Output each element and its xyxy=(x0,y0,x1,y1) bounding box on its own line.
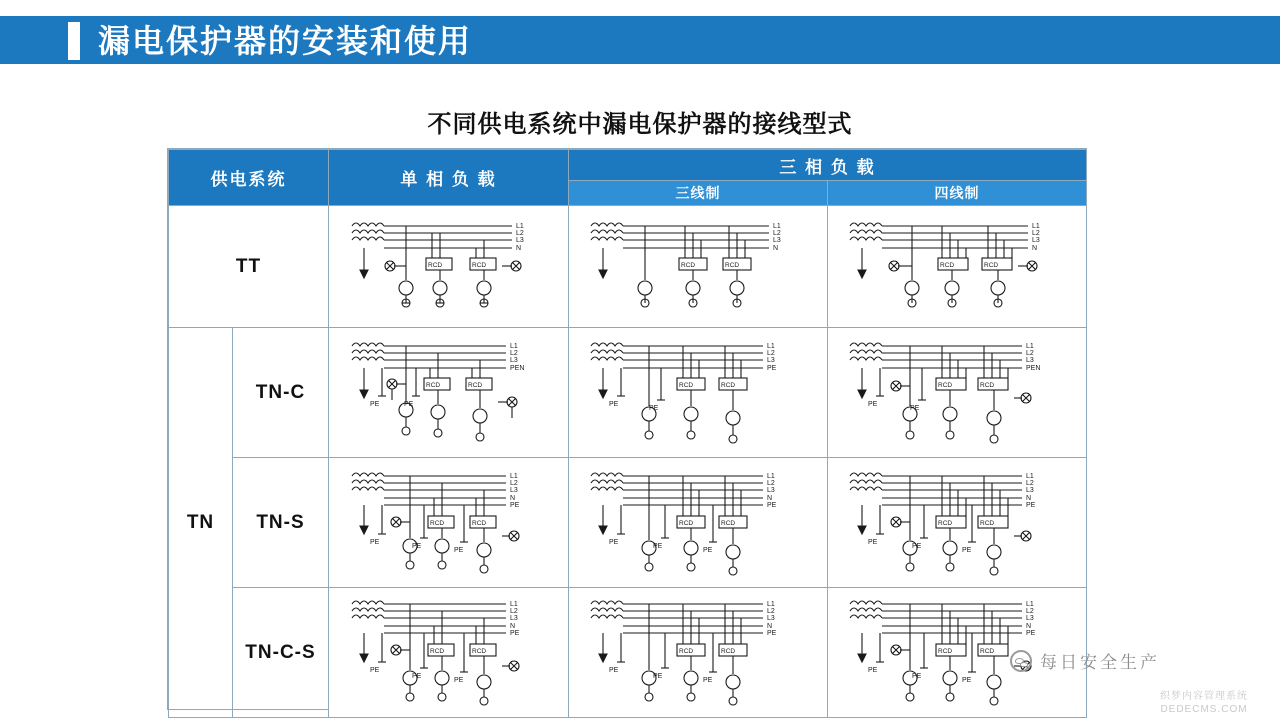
svg-text:L2: L2 xyxy=(1032,229,1040,237)
svg-text:L3: L3 xyxy=(1026,614,1034,622)
svg-text:N: N xyxy=(1032,244,1038,252)
diagram-tt-three-wire xyxy=(569,206,828,328)
svg-text:RCD: RCD xyxy=(980,519,995,527)
row-label-tt: TT xyxy=(169,206,329,328)
svg-text:PE: PE xyxy=(453,546,463,554)
svg-text:PE: PE xyxy=(609,666,619,674)
table-row xyxy=(169,328,1087,458)
svg-text:L3: L3 xyxy=(767,614,775,622)
svg-text:PE: PE xyxy=(910,404,920,412)
svg-text:L3: L3 xyxy=(515,236,524,244)
diagram-tnc-four-wire xyxy=(828,328,1087,458)
diagram-tt-four-wire xyxy=(828,206,1087,328)
svg-text:PE: PE xyxy=(868,400,878,408)
svg-text:RCD: RCD xyxy=(980,381,995,389)
diagram-tncs-single-phase xyxy=(329,588,569,718)
row-label-tn-c: TN-C xyxy=(233,328,329,458)
svg-text:PE: PE xyxy=(1026,501,1036,509)
svg-text:L1: L1 xyxy=(767,472,775,480)
table-row xyxy=(169,588,1087,718)
svg-text:RCD: RCD xyxy=(940,261,955,269)
row-label-tn-s: TN-S xyxy=(233,458,329,588)
svg-text:PE: PE xyxy=(509,501,519,509)
svg-text:RCD: RCD xyxy=(425,381,440,389)
svg-text:L3: L3 xyxy=(767,356,775,364)
svg-text:L3: L3 xyxy=(1032,236,1040,244)
row-group-label-tn: TN xyxy=(169,328,233,718)
svg-text:L3: L3 xyxy=(767,486,775,494)
svg-text:RCD: RCD xyxy=(980,647,995,655)
svg-text:L2: L2 xyxy=(767,607,775,615)
svg-text:L2: L2 xyxy=(773,229,781,237)
svg-text:PE: PE xyxy=(912,542,922,550)
table-row xyxy=(169,458,1087,588)
table-row xyxy=(169,206,1087,328)
diagram-tns-three-wire xyxy=(569,458,828,588)
diagram-tns-four-wire xyxy=(828,458,1087,588)
svg-text:L2: L2 xyxy=(509,479,518,487)
svg-text:L3: L3 xyxy=(509,614,518,622)
svg-text:RCD: RCD xyxy=(938,519,953,527)
svg-text:RCD: RCD xyxy=(721,519,736,527)
svg-text:N: N xyxy=(1026,494,1032,502)
svg-text:PE: PE xyxy=(703,546,713,554)
svg-text:RCD: RCD xyxy=(721,647,736,655)
svg-text:N: N xyxy=(509,622,515,630)
svg-text:L1: L1 xyxy=(767,600,775,608)
wechat-watermark xyxy=(1010,648,1160,673)
svg-text:RCD: RCD xyxy=(938,647,953,655)
svg-text:RCD: RCD xyxy=(984,261,999,269)
svg-text:L1: L1 xyxy=(1032,222,1040,230)
dedecms-watermark xyxy=(1160,690,1248,716)
svg-text:RCD: RCD xyxy=(938,381,953,389)
svg-text:N: N xyxy=(767,622,773,630)
row-label-tn-c-s: TN-C-S xyxy=(233,588,329,718)
svg-text:RCD: RCD xyxy=(725,261,740,269)
svg-text:PE: PE xyxy=(509,629,519,637)
svg-text:PE: PE xyxy=(453,676,463,684)
svg-text:L2: L2 xyxy=(1026,349,1034,357)
svg-text:N: N xyxy=(515,244,521,252)
header-four-wire: 四线制 xyxy=(828,181,1087,206)
svg-text:RCD: RCD xyxy=(429,647,444,655)
page-header xyxy=(0,0,1280,78)
svg-text:RCD: RCD xyxy=(721,381,736,389)
svg-text:PE: PE xyxy=(1026,629,1036,637)
svg-text:RCD: RCD xyxy=(681,261,696,269)
svg-text:L3: L3 xyxy=(509,356,518,364)
svg-text:N: N xyxy=(767,494,773,502)
svg-text:PE: PE xyxy=(912,672,922,680)
svg-text:PE: PE xyxy=(767,629,777,637)
svg-text:RCD: RCD xyxy=(679,647,694,655)
svg-text:L1: L1 xyxy=(767,342,775,350)
svg-text:L2: L2 xyxy=(767,349,775,357)
svg-text:L2: L2 xyxy=(515,229,524,237)
svg-text:PE: PE xyxy=(767,364,777,372)
svg-text:L3: L3 xyxy=(773,236,781,244)
svg-text:L2: L2 xyxy=(509,349,518,357)
svg-text:PE: PE xyxy=(649,404,659,412)
diagram-tns-single-phase xyxy=(329,458,569,588)
svg-text:PE: PE xyxy=(369,666,379,674)
diagram-tnc-three-wire xyxy=(569,328,828,458)
wechat-icon xyxy=(1010,650,1032,672)
svg-text:L1: L1 xyxy=(1026,342,1034,350)
header-single-phase-load: 单 相 负 载 xyxy=(329,150,569,206)
svg-text:RCD: RCD xyxy=(471,261,486,269)
svg-text:RCD: RCD xyxy=(471,647,486,655)
header-three-wire: 三线制 xyxy=(569,181,828,206)
diagram-tt-single-phase xyxy=(329,206,569,328)
svg-text:L1: L1 xyxy=(509,342,518,350)
svg-text:RCD: RCD xyxy=(429,519,444,527)
svg-text:L1: L1 xyxy=(1026,600,1034,608)
svg-text:PE: PE xyxy=(411,542,421,550)
svg-text:L1: L1 xyxy=(509,600,518,608)
svg-text:PE: PE xyxy=(609,400,619,408)
wechat-watermark-text: 每日安全生产 xyxy=(1040,653,1160,672)
wiring-matrix-table xyxy=(167,148,1087,710)
svg-text:PE: PE xyxy=(653,542,663,550)
svg-text:PEN: PEN xyxy=(509,364,524,372)
svg-text:N: N xyxy=(509,494,515,502)
table-header-row xyxy=(169,150,1087,181)
svg-text:L2: L2 xyxy=(767,479,775,487)
svg-text:PE: PE xyxy=(369,400,379,408)
header-accent-mark xyxy=(68,22,80,60)
svg-text:L1: L1 xyxy=(1026,472,1034,480)
svg-text:L3: L3 xyxy=(1026,356,1034,364)
svg-text:RCD: RCD xyxy=(679,519,694,527)
svg-text:N: N xyxy=(1026,622,1032,630)
svg-text:PE: PE xyxy=(962,676,972,684)
svg-text:PE: PE xyxy=(411,672,421,680)
section-subtitle: 不同供电系统中漏电保护器的接线型式 xyxy=(427,111,853,138)
svg-text:PE: PE xyxy=(767,501,777,509)
svg-text:PE: PE xyxy=(962,546,972,554)
svg-text:L2: L2 xyxy=(1026,479,1034,487)
diagram-tnc-single-phase xyxy=(329,328,569,458)
svg-text:PE: PE xyxy=(653,672,663,680)
svg-text:L3: L3 xyxy=(509,486,518,494)
svg-text:RCD: RCD xyxy=(467,381,482,389)
svg-text:PEN: PEN xyxy=(1026,364,1041,372)
svg-text:PE: PE xyxy=(703,676,713,684)
svg-text:PE: PE xyxy=(868,538,878,546)
svg-text:PE: PE xyxy=(369,538,379,546)
dedecms-watermark-line1: 织梦内容管理系统 xyxy=(1160,691,1248,702)
svg-text:L2: L2 xyxy=(1026,607,1034,615)
svg-text:N: N xyxy=(773,244,779,252)
svg-text:PE: PE xyxy=(403,400,413,408)
header-three-phase-load: 三 相 负 载 xyxy=(569,150,1087,181)
svg-text:L1: L1 xyxy=(515,222,524,230)
svg-text:L1: L1 xyxy=(509,472,518,480)
svg-text:RCD: RCD xyxy=(427,261,442,269)
header-power-system: 供电系统 xyxy=(169,150,329,206)
svg-text:RCD: RCD xyxy=(679,381,694,389)
svg-text:RCD: RCD xyxy=(471,519,486,527)
svg-text:L3: L3 xyxy=(1026,486,1034,494)
dedecms-watermark-line2: DEDECMS.COM xyxy=(1160,704,1248,715)
svg-text:PE: PE xyxy=(609,538,619,546)
page-title: 漏电保护器的安装和使用 xyxy=(98,23,473,59)
svg-text:L2: L2 xyxy=(509,607,518,615)
diagram-tncs-three-wire xyxy=(569,588,828,718)
svg-text:L1: L1 xyxy=(773,222,781,230)
svg-text:PE: PE xyxy=(868,666,878,674)
